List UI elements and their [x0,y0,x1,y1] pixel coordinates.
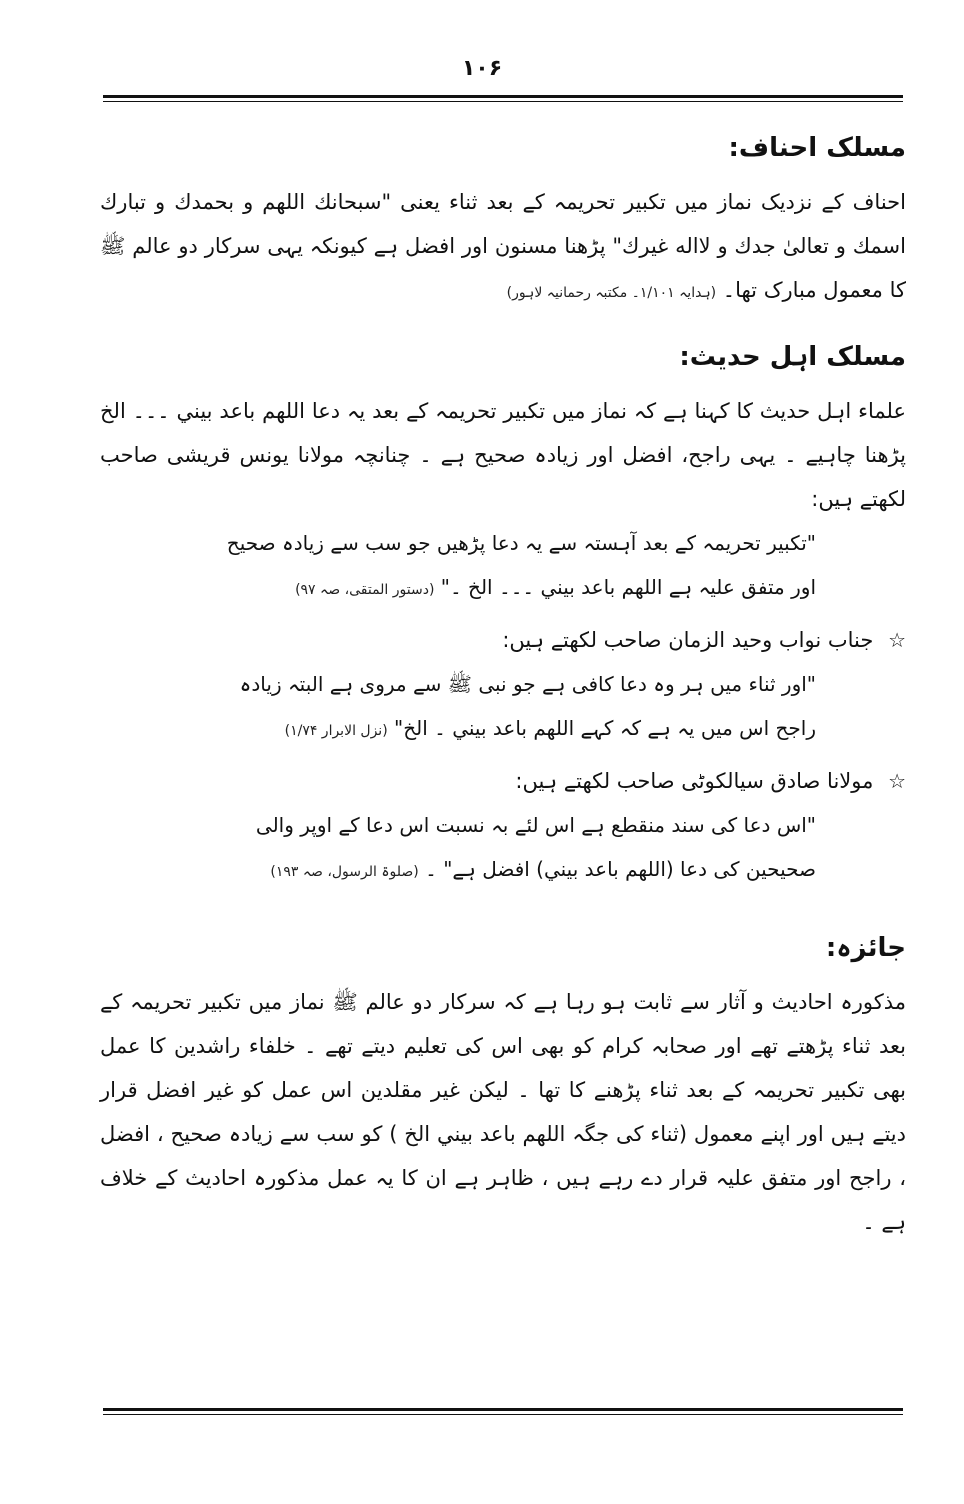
bullet-item [100,759,906,803]
section-jaiza [100,928,906,1244]
section-ahl-hadith [100,337,906,894]
footer-rule [103,1408,903,1415]
quote-text: "اور ثناء میں ہر وہ دعا کافی ہے جو نبی ﷺ سے مروی ہے البتہ زیادہ راجح اس میں یہ ہے کہ کہے اللهم باعد بيني ۔ الخ" [239,672,816,740]
quote [210,521,816,612]
section-heading-ahl-hadith: مسلک اہل حدیث: [679,342,906,372]
quote-text: "تکبیر تحریمہ کے بعد آہستہ سے یہ دعا پڑھیں جو سب سے زیادہ صحیح اور متفق علیہ ہے اللهم باعد بيني ۔۔۔ الخ ۔" [226,531,816,599]
star-icon: ☆ [888,769,906,793]
page-number: ۱۰۶ [461,56,503,81]
paragraph [100,180,906,315]
section-ahnaf [100,128,906,315]
citation: (ہدایہ ۱/۱۰۱۔ مکتبہ رحمانیہ لاہور) [506,285,717,301]
bullet-text: مولانا صادق سیالکوٹی صاحب لکھتے ہیں: [515,769,874,793]
paragraph: مذکورہ احادیث و آثار سے ثابت ہو رہا ہے کہ سرکار دو عالم ﷺ نماز میں تکبیر تحریمہ کے بعد ثناء پڑھتے تھے اور صحابہ کرام کو بھی اس کی تعلیم دیتے تھے ۔ خلفاء راشدین کا عمل بھی تکبیر تحریمہ کے بعد ثناء پڑھنے کا تھا ۔ لیکن غیر مقلدین اس عمل کو غیر افضل قرار دیتے ہیں اور اپنے معمول (ثناء کی جگہ اللهم باعد بيني الخ ) کو سب سے زیادہ صحیح ، افضل ، راجح اور متفق علیہ قرار دے رہے ہیں ، ظاہر ہے ان کا یہ عمل مذکورہ احادیث کے خلاف ہے ۔ [100,990,906,1234]
paragraph: علماء اہل حدیث کا کہنا ہے کہ نماز میں تکبیر تحریمہ کے بعد یہ دعا اللهم باعد بيني ۔۔۔ الخ پڑھنا چاہیے ۔ یہی راجح، افضل اور زیادہ صحیح ہے ۔ چنانچہ مولانا یونس قریشی صاحب لکھتے ہیں: [100,399,906,511]
section-heading-jaiza: جائزہ: [825,933,906,963]
quote [210,803,816,894]
bullet-text: جناب نواب وحید الزمان صاحب لکھتے ہیں: [502,628,874,652]
paragraph-text: احناف کے نزدیک نماز میں تکبیر تحریمہ کے بعد ثناء یعنی "سبحانك اللهم و بحمدك و تبارك اسمك و تعالىٰ جدك و لااله غيرك" پڑھنا مسنون اور افضل ہے کیونکہ یہی سرکار دو عالم ﷺ کا معمول مبارک تھا۔ [100,190,906,302]
page-body [100,128,906,1260]
quote-text: "اس دعا کی سند منقطع ہے اس لئے بہ نسبت اس دعا کے اوپر والی صحیحین کی دعا (اللهم باعد بيني) افضل ہے" ۔ [255,813,816,881]
citation: (نزل الابرار ۱/۷۴) [284,723,388,739]
citation: (دستور المتقی، صہ ۹۷) [295,582,435,598]
bullet-item [100,618,906,662]
star-icon: ☆ [888,628,906,652]
section-heading-ahnaf: مسلک احناف: [728,133,906,163]
header-rule [103,95,903,102]
citation: (صلوۃ الرسول، صہ ۱۹۳) [270,864,419,880]
quote [210,662,816,753]
